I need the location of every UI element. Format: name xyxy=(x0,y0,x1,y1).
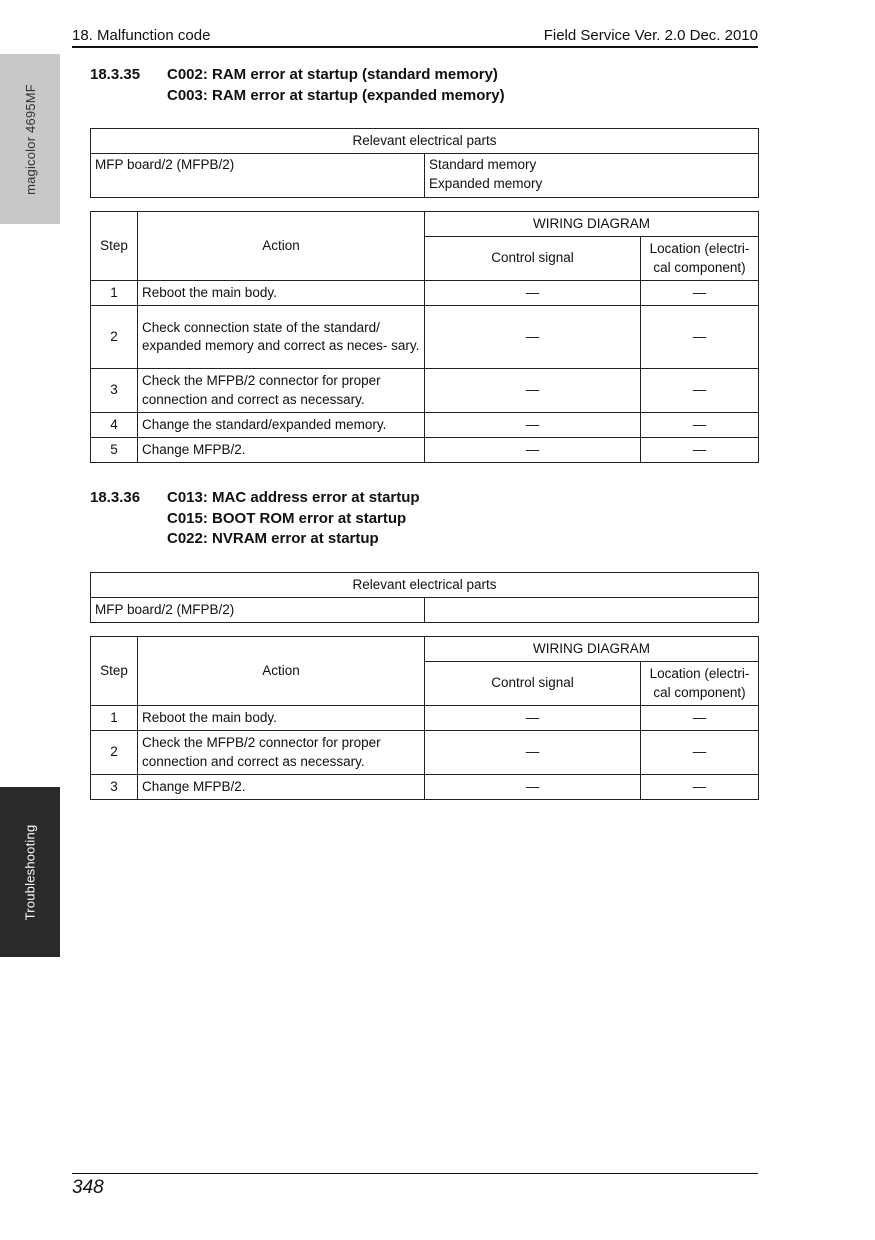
location-header: Location (electri- cal component) xyxy=(641,237,759,281)
step-action: Reboot the main body. xyxy=(138,706,425,731)
page-number: 348 xyxy=(72,1177,104,1198)
side-tab-section xyxy=(0,787,60,957)
step-number: 4 xyxy=(91,413,138,438)
parts-memory-cell xyxy=(425,154,759,198)
step-number: 3 xyxy=(91,369,138,413)
step-control-signal: — xyxy=(425,369,641,413)
section-title-line: C015: BOOT ROM error at startup xyxy=(167,509,407,527)
section-heading-1 xyxy=(90,65,505,106)
table-row xyxy=(91,438,759,463)
parts-table-header: Relevant electrical parts xyxy=(91,573,759,598)
parts-table-1 xyxy=(90,128,759,198)
table-row xyxy=(91,306,759,369)
step-action: Check connection state of the standard/ expanded memory and correct as neces- sary. xyxy=(138,306,425,369)
section-number: 18.3.36 xyxy=(90,489,141,506)
step-location: — xyxy=(641,306,759,369)
parts-table-2 xyxy=(90,572,759,623)
wiring-diagram-header: WIRING DIAGRAM xyxy=(425,212,759,237)
location-header: Location (electri- cal component) xyxy=(641,662,759,706)
step-action: Change the standard/expanded memory. xyxy=(138,413,425,438)
step-control-signal: — xyxy=(425,706,641,731)
section-title-line: C003: RAM error at startup (expanded memory) xyxy=(167,86,505,104)
step-location: — xyxy=(641,438,759,463)
wiring-diagram-header: WIRING DIAGRAM xyxy=(425,637,759,662)
header-version: Field Service Ver. 2.0 Dec. 2010 xyxy=(543,27,758,44)
step-control-signal: — xyxy=(425,413,641,438)
header-chapter: 18. Malfunction code xyxy=(72,27,211,44)
step-number: 1 xyxy=(91,281,138,306)
steps-table-2 xyxy=(90,636,759,800)
step-control-signal: — xyxy=(425,775,641,800)
step-action: Reboot the main body. xyxy=(138,281,425,306)
side-tab-model-label: magicolor 4695MF xyxy=(22,83,38,195)
parts-table-header: Relevant electrical parts xyxy=(91,129,759,154)
side-tab-section-label: Troubleshooting xyxy=(22,824,38,920)
table-row xyxy=(91,281,759,306)
step-header: Step xyxy=(91,212,138,281)
step-control-signal: — xyxy=(425,281,641,306)
table-row xyxy=(91,413,759,438)
step-action: Check the MFPB/2 connector for proper connection and correct as necessary. xyxy=(138,369,425,413)
step-number: 5 xyxy=(91,438,138,463)
step-number: 3 xyxy=(91,775,138,800)
page-header xyxy=(72,24,758,48)
parts-board-cell: MFP board/2 (MFPB/2) xyxy=(91,598,425,623)
control-signal-header: Control signal xyxy=(425,237,641,281)
table-row xyxy=(91,706,759,731)
section-title-line: C002: RAM error at startup (standard memory) xyxy=(167,66,498,83)
action-header: Action xyxy=(138,637,425,706)
step-control-signal: — xyxy=(425,731,641,775)
action-header: Action xyxy=(138,212,425,281)
step-control-signal: — xyxy=(425,306,641,369)
step-location: — xyxy=(641,706,759,731)
parts-memory-line: Standard memory xyxy=(429,157,537,172)
step-location: — xyxy=(641,775,759,800)
table-row xyxy=(91,775,759,800)
step-location: — xyxy=(641,731,759,775)
step-header: Step xyxy=(91,637,138,706)
step-control-signal: — xyxy=(425,438,641,463)
section-number: 18.3.35 xyxy=(90,66,141,83)
table-row xyxy=(91,731,759,775)
parts-board-cell: MFP board/2 (MFPB/2) xyxy=(91,154,425,198)
side-tab-model xyxy=(0,54,60,224)
table-row xyxy=(91,369,759,413)
steps-table-1 xyxy=(90,211,759,463)
step-location: — xyxy=(641,413,759,438)
step-number: 1 xyxy=(91,706,138,731)
section-heading-2 xyxy=(90,488,420,550)
control-signal-header: Control signal xyxy=(425,662,641,706)
step-action: Check the MFPB/2 connector for proper connection and correct as necessary. xyxy=(138,731,425,775)
parts-empty-cell xyxy=(425,598,759,623)
section-title-line: C013: MAC address error at startup xyxy=(167,489,420,506)
step-action: Change MFPB/2. xyxy=(138,438,425,463)
footer-rule xyxy=(72,1173,758,1174)
section-title-line: C022: NVRAM error at startup xyxy=(167,530,379,547)
step-location: — xyxy=(641,369,759,413)
step-number: 2 xyxy=(91,731,138,775)
step-number: 2 xyxy=(91,306,138,369)
parts-memory-line: Expanded memory xyxy=(429,175,543,191)
step-action: Change MFPB/2. xyxy=(138,775,425,800)
step-location: — xyxy=(641,281,759,306)
